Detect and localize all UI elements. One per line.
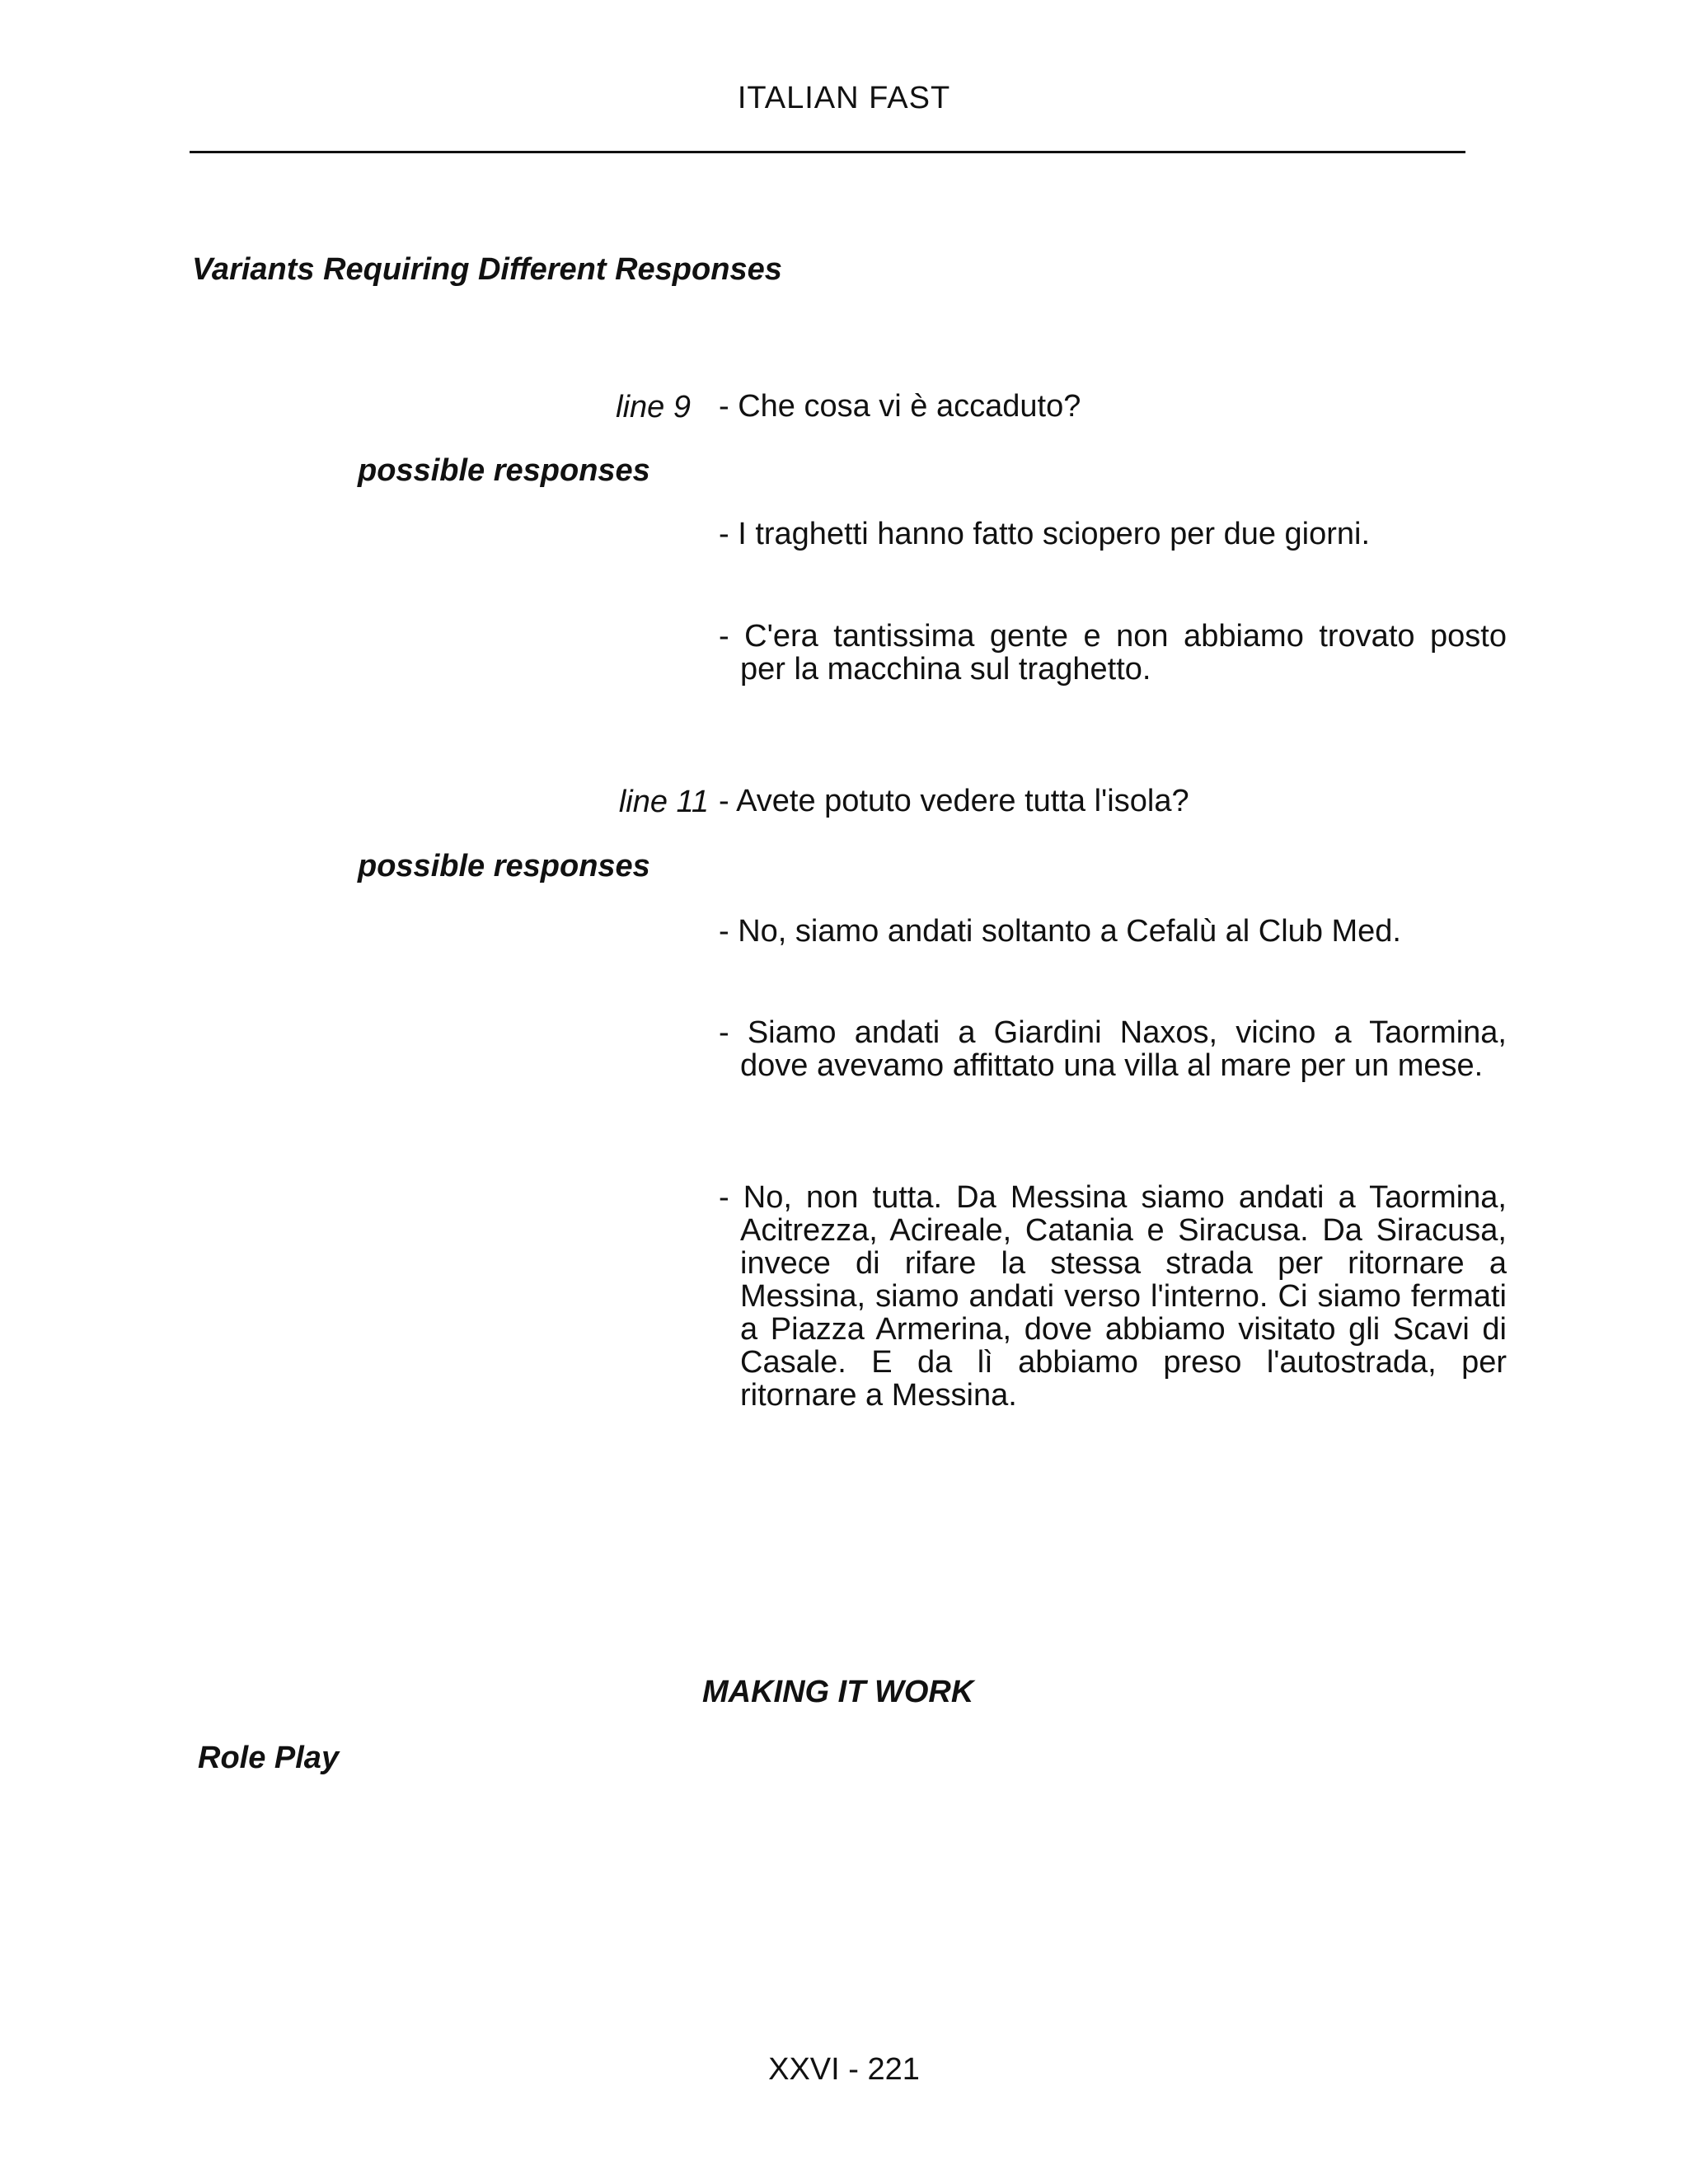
line-11-question: - Avete potuto vedere tutta l'isola?	[719, 784, 1189, 818]
line-9-response-2: - C'era tantissima gente e non abbiamo trovato posto per la macchina sul traghetto.	[719, 619, 1507, 687]
page-header: ITALIAN FAST	[737, 81, 951, 115]
line-11-responses-label: possible responses	[358, 849, 650, 883]
line-9-label: line 9	[616, 390, 691, 424]
line-9-response-1: - I traghetti hanno fatto sciopero per due giorni.	[719, 517, 1371, 551]
line-11-label: line 11	[618, 785, 709, 819]
line-11-response-1: - No, siamo andati soltanto a Cefalù al Club Med.	[719, 914, 1401, 949]
header-rule	[190, 151, 1465, 153]
line-11-response-2: - Siamo andati a Giardini Naxos, vicino a Taormina, dove avevamo affittato una villa al mare per un mese.	[719, 1015, 1507, 1083]
section-title: Variants Requiring Different Responses	[192, 252, 782, 287]
line-9-question: - Che cosa vi è accaduto?	[719, 389, 1081, 424]
making-it-work-title: MAKING IT WORK	[702, 1675, 974, 1709]
page-number: XXVI - 221	[768, 2052, 920, 2087]
line-9-responses-label: possible responses	[358, 453, 650, 488]
role-play-title: Role Play	[198, 1741, 340, 1775]
line-11-response-3: - No, non tutta. Da Messina siamo andati a Taormina, Acitrezza, Acireale, Catania e Siracusa. Da Siracusa, invece di rifare la stessa strada per ritornare a Messina, siamo andati verso l'interno. Ci siamo fermati a Piazza Armerina, dove abbiamo visitato gli Scavi di Casale. E da lì abbiamo preso l'autostrada, per ritornare a Messina.	[719, 1180, 1507, 1413]
